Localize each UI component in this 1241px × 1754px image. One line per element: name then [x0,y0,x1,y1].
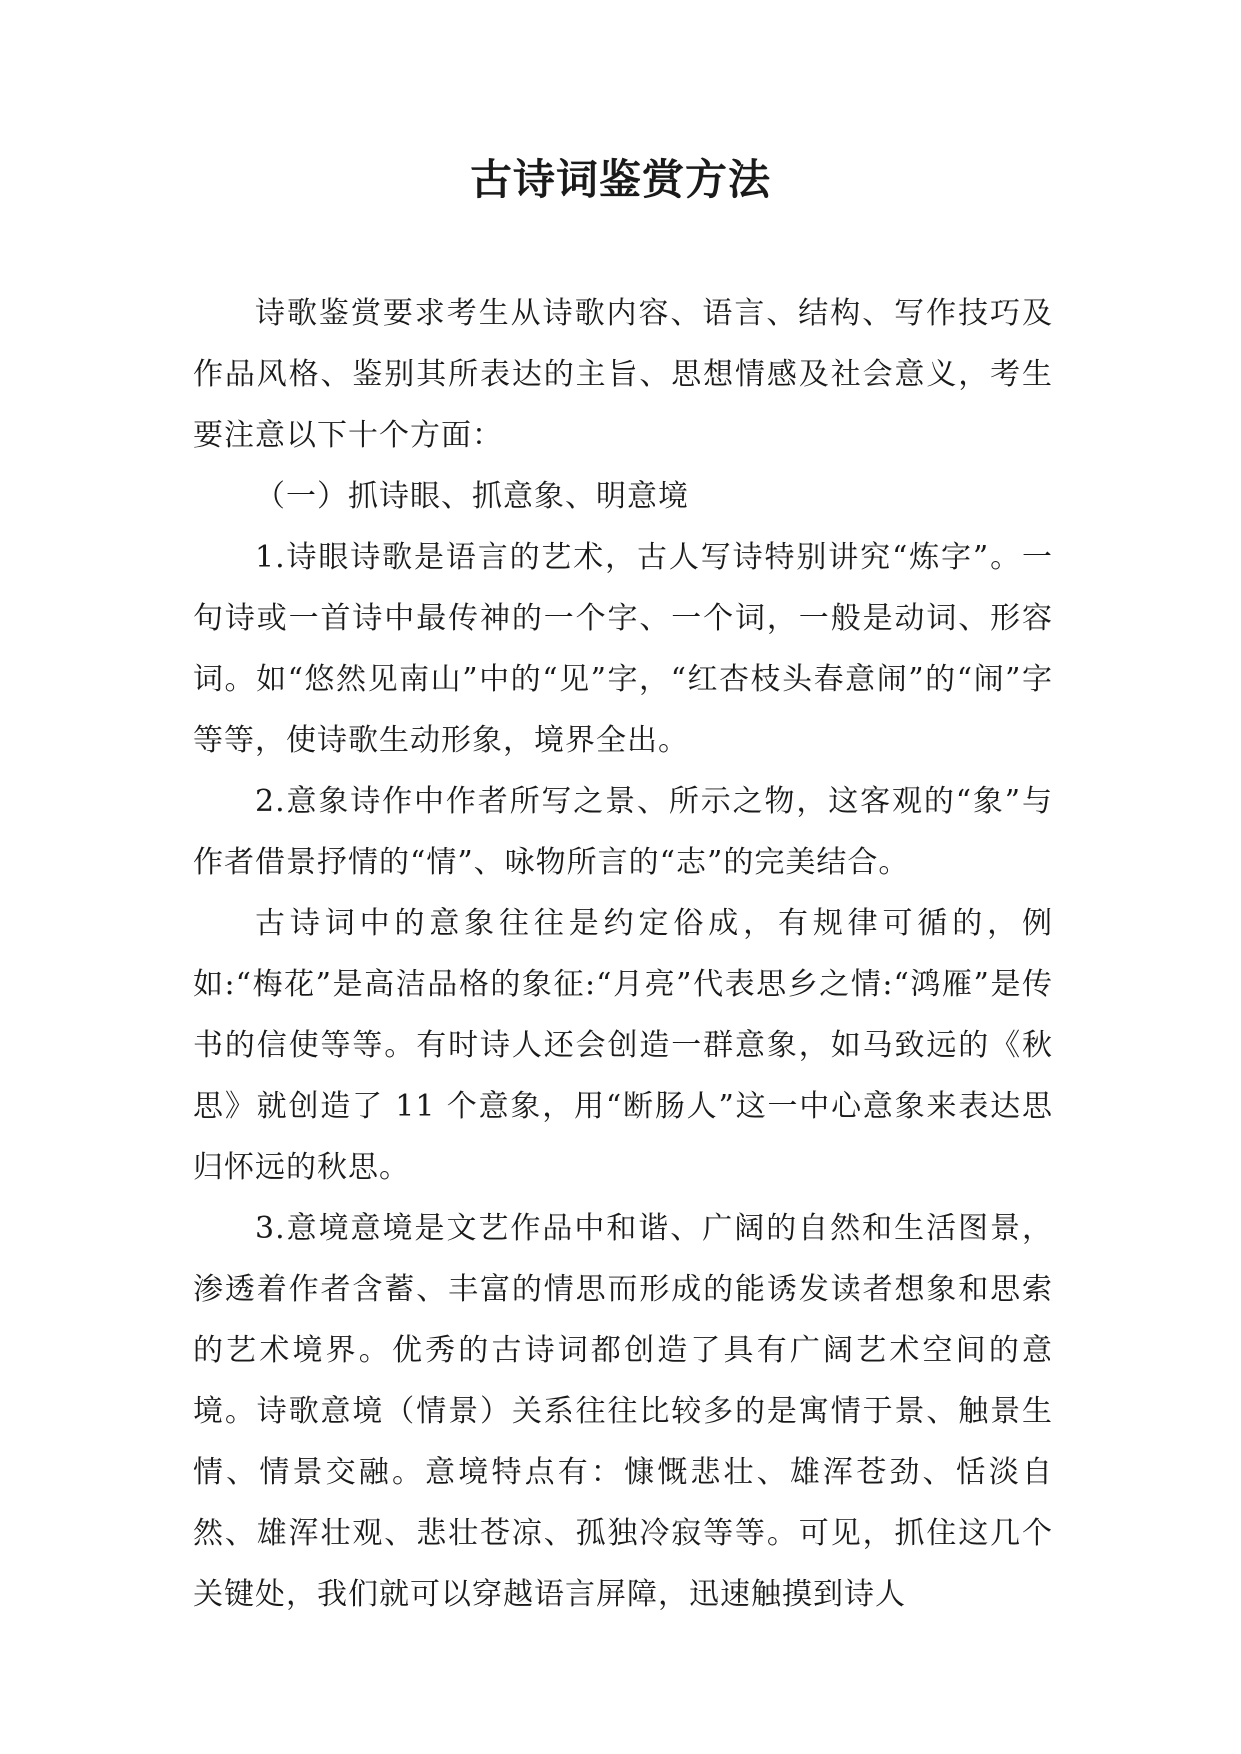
document-body [193,283,1053,1625]
artistic-conception-paragraph: 3.意境意境是文艺作品中和谐、广阔的自然和生活图景，渗透着作者含蓄、丰富的情思而形成的能诱发读者想象和思索的艺术境界。优秀的古诗词都创造了具有广阔艺术空间的意境。诗歌意境（情景）关系往往比较多的是寓情于景、触景生情、情景交融。意境特点有：慷慨悲壮、雄浑苍劲、恬淡自然、雄浑壮观、悲壮苍凉、孤独冷寂等等。可见，抓住这几个关键处，我们就可以穿越语言屏障，迅速触摸到诗人 [193,1211,1053,1612]
poem-eye-paragraph: 1.诗眼诗歌是语言的艺术，古人写诗特别讲究“炼字”。一句诗或一首诗中最传神的一个字、一个词，一般是动词、形容词。如“悠然见南山”中的“见”字，“红杏枝头春意闹”的“闹”字等等，使诗歌生动形象，境界全出。 [193,540,1053,758]
imagery-paragraph: 2.意象诗作中作者所写之景、所示之物，这客观的“象”与作者借景抒情的“情”、咏物所言的“志”的完美结合。 [193,784,1053,880]
intro-paragraph: 诗歌鉴赏要求考生从诗歌内容、语言、结构、写作技巧及作品风格、鉴别其所表达的主旨、思想情感及社会意义，考生要注意以下十个方面： [193,296,1053,453]
imagery-examples-paragraph: 古诗词中的意象往往是约定俗成，有规律可循的，例如:“梅花”是高洁品格的象征:“月亮”代表思乡之情:“鸿雁”是传书的信使等等。有时诗人还会创造一群意象，如马致远的《秋思》就创造了 11 个意象，用“断肠人”这一中心意象来表达思归怀远的秋思。 [193,906,1053,1185]
document-title: 古诗词鉴赏方法 [469,155,771,204]
section-heading: （一）抓诗眼、抓意象、明意境 [255,479,689,514]
